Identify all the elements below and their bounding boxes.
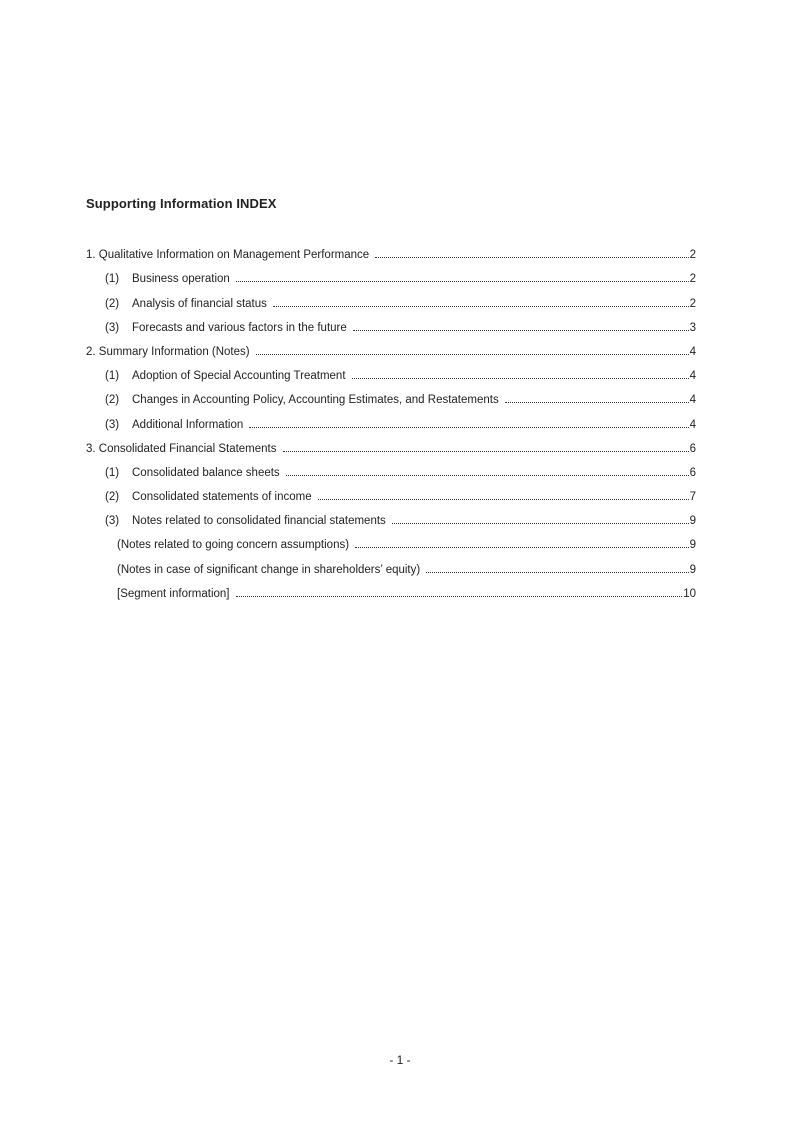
dot-leader [236,280,689,282]
toc-entry-page: 9 [689,539,696,552]
dot-leader [286,474,689,476]
dot-leader [426,571,688,573]
toc-entry-page: 2 [689,249,696,262]
toc-entry-page: 2 [689,273,696,286]
dot-leader [355,546,689,548]
toc-entry-number: (2) [105,297,120,310]
dot-leader [352,377,689,379]
toc-entry[interactable] [86,455,696,479]
toc-entry[interactable] [86,237,696,261]
toc-entry-page: 2 [689,297,696,310]
toc-entry-title: Consolidated statements of income [132,491,312,504]
toc-entry-number: (3) [105,418,120,431]
toc-entry-title: Additional Information [132,418,244,431]
toc-entry[interactable] [86,551,696,575]
toc-entry[interactable] [86,310,696,334]
toc-entry-number: (1) [105,370,120,383]
toc-entry[interactable] [86,576,696,600]
toc-entry-page: 4 [689,345,696,358]
toc-entry-number: (3) [105,515,120,528]
dot-leader [353,329,689,331]
dot-leader [375,256,688,258]
toc-entry-number: (3) [105,321,120,334]
toc-entry[interactable] [86,503,696,527]
toc-entry-title: Notes related to consolidated financial statements [132,515,386,528]
toc-entry-title: (Notes in case of significant change in shareholders’ equity) [117,563,421,576]
toc-entry-page: 4 [689,394,696,407]
toc-entry-title: Business operation [132,273,230,286]
toc-entry-title: Analysis of financial status [132,297,267,310]
dot-leader [283,450,689,452]
toc-entry-page: 9 [689,515,696,528]
toc-entry-title: (Notes related to going concern assumptions) [117,539,350,552]
toc-entry[interactable] [86,527,696,551]
table-of-contents [86,237,696,600]
toc-entry-number: (2) [105,491,120,504]
toc-entry-title: [Segment information] [117,587,230,600]
toc-entry-page: 6 [689,442,696,455]
toc-entry-title: Changes in Accounting Policy, Accounting Estimates, and Restatements [132,394,499,407]
toc-entry-title: Adoption of Special Accounting Treatment [132,370,346,383]
toc-entry-number: (1) [105,273,120,286]
dot-leader [392,522,689,524]
toc-entry[interactable] [86,382,696,406]
toc-entry-page: 6 [689,466,696,479]
page-number: - 1 - [389,1053,411,1067]
toc-entry-title: 2. Summary Information (Notes) [86,345,250,358]
toc-entry[interactable] [86,285,696,309]
toc-entry-title: 1. Qualitative Information on Management Performance [86,249,370,262]
toc-entry[interactable] [86,334,696,358]
dot-leader [318,498,689,500]
dot-leader [505,401,689,403]
dot-leader [249,426,688,428]
toc-entry-page: 4 [689,370,696,383]
toc-entry-page: 4 [689,418,696,431]
toc-entry[interactable] [86,406,696,430]
toc-entry-number: (2) [105,394,120,407]
toc-entry-page: 7 [689,491,696,504]
toc-entry-number: (1) [105,466,120,479]
toc-entry-title: Forecasts and various factors in the future [132,321,347,334]
toc-entry-title: Consolidated balance sheets [132,466,280,479]
toc-entry[interactable] [86,358,696,382]
toc-entry[interactable] [86,431,696,455]
toc-entry-page: 10 [683,587,696,600]
dot-leader [256,353,689,355]
toc-entry[interactable] [86,261,696,285]
toc-entry-page: 3 [689,321,696,334]
toc-entry-page: 9 [689,563,696,576]
dot-leader [273,305,689,307]
toc-entry-title: 3. Consolidated Financial Statements [86,442,277,455]
dot-leader [236,595,683,597]
toc-entry[interactable] [86,479,696,503]
page-title: Supporting Information INDEX [86,196,277,211]
